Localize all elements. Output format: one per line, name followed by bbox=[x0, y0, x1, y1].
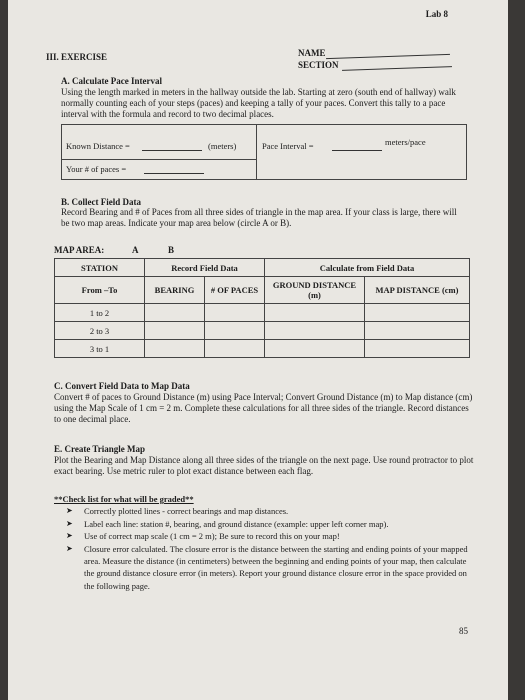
list-item: ➤ Label each line: station #, bearing, and ground distance (example: upper left corner map). bbox=[66, 518, 389, 529]
table-row bbox=[55, 340, 470, 358]
map-area-option-a[interactable]: A bbox=[132, 245, 139, 255]
meters-unit: (meters) bbox=[208, 141, 237, 151]
pace-interval-label: Pace Interval = bbox=[262, 141, 314, 151]
table-row bbox=[55, 322, 470, 340]
paces-cell[interactable] bbox=[205, 322, 265, 340]
worksheet-page bbox=[8, 0, 508, 700]
arrow-bullet-icon: ➤ bbox=[66, 518, 73, 528]
section-a-body: Using the length marked in meters in the hallway outside the lab. Starting at zero (south end of hallway) walk normally counting each of your steps (paces) and keeping a tally of your paces. Convert this tally to a pace interval with the formula and record to two decimal places. bbox=[61, 87, 456, 119]
section-label: SECTION bbox=[298, 60, 339, 70]
pace-interval-blank[interactable] bbox=[332, 150, 382, 151]
name-label: NAME bbox=[298, 48, 326, 58]
bearing-header: BEARING bbox=[145, 277, 205, 304]
from-to-header: From –To bbox=[55, 277, 145, 304]
section-b-title: B. Collect Field Data bbox=[61, 197, 141, 207]
arrow-bullet-icon: ➤ bbox=[66, 506, 73, 516]
map-distance-cell[interactable] bbox=[365, 304, 470, 322]
ground-distance-header: GROUND DISTANCE (m) bbox=[265, 277, 365, 304]
record-header: Record Field Data bbox=[145, 259, 265, 277]
bearing-cell[interactable] bbox=[145, 322, 205, 340]
map-distance-cell[interactable] bbox=[365, 340, 470, 358]
paces-cell[interactable] bbox=[205, 340, 265, 358]
section-c-title: C. Convert Field Data to Map Data bbox=[54, 381, 190, 391]
paces-label: Your # of paces = bbox=[66, 164, 127, 174]
list-item: ➤ Closure error calculated. The closure error is the distance between the starting and ending points of your mapped area. Measure the distance (in centimeters) between the beginning and ending points of your map, then calculate the ground distance closure error (in meters). Report your ground distance closure error in the space provided on the following page. bbox=[66, 543, 468, 591]
pace-interval-box bbox=[61, 124, 467, 180]
map-distance-cell[interactable] bbox=[365, 322, 470, 340]
grading-checklist bbox=[54, 493, 474, 592]
station-cell: 1 to 2 bbox=[55, 304, 145, 322]
bearing-cell[interactable] bbox=[145, 340, 205, 358]
paces-blank[interactable] bbox=[144, 173, 204, 174]
exercise-heading: III. EXERCISE bbox=[46, 52, 108, 62]
ground-distance-cell[interactable] bbox=[265, 322, 365, 340]
map-area-option-b[interactable]: B bbox=[168, 245, 175, 255]
lab-number: Lab 8 bbox=[425, 9, 448, 19]
box-divider bbox=[256, 125, 257, 179]
arrow-bullet-icon: ➤ bbox=[66, 531, 73, 541]
section-b-body: Record Bearing and # of Paces from all three sides of triangle in the map area. If your class is large, there will be two map areas. Indicate your map area below (circle A or B). bbox=[61, 207, 457, 228]
calculate-header: Calculate from Field Data bbox=[265, 259, 470, 277]
station-cell: 2 to 3 bbox=[55, 322, 145, 340]
station-header: STATION bbox=[55, 259, 145, 277]
map-distance-header: MAP DISTANCE (cm) bbox=[365, 277, 470, 304]
table-row bbox=[55, 304, 470, 322]
paces-header: # OF PACES bbox=[205, 277, 265, 304]
section-e-body: Plot the Bearing and Map Distance along all three sides of the triangle on the next page. Use round protractor to plot exact bearing. Use metric ruler to plot exact distance between each flag. bbox=[54, 455, 474, 476]
page-number: 85 bbox=[459, 626, 468, 636]
section-line[interactable] bbox=[342, 66, 452, 71]
name-line[interactable] bbox=[326, 54, 450, 59]
meters-per-pace: meters/pace bbox=[385, 137, 426, 147]
list-item: ➤ Correctly plotted lines - correct bearings and map distances. bbox=[66, 506, 289, 517]
section-e-title: E. Create Triangle Map bbox=[54, 444, 145, 454]
paces-cell[interactable] bbox=[205, 304, 265, 322]
list-item: ➤ Use of correct map scale (1 cm = 2 m); Be sure to record this on your map! bbox=[66, 531, 340, 542]
known-distance-label: Known Distance = bbox=[66, 141, 130, 151]
bearing-cell[interactable] bbox=[145, 304, 205, 322]
arrow-bullet-icon: ➤ bbox=[66, 543, 73, 553]
box-hline bbox=[62, 159, 256, 160]
checklist-title: **Check list for what will be graded** bbox=[54, 494, 194, 504]
field-data-table bbox=[54, 258, 470, 358]
ground-distance-cell[interactable] bbox=[265, 304, 365, 322]
section-a-title: A. Calculate Pace Interval bbox=[61, 76, 162, 86]
section-c-body: Convert # of paces to Ground Distance (m) using Pace Interval; Convert Ground Distance (m) to Map distance (cm) using the Map Scale of 1 cm = 2 m. Complete these calculations for all three sides of the triangle. Record distances to one decimal place. bbox=[54, 392, 473, 424]
known-distance-blank[interactable] bbox=[142, 150, 202, 151]
station-cell: 3 to 1 bbox=[55, 340, 145, 358]
ground-distance-cell[interactable] bbox=[265, 340, 365, 358]
map-area-label: MAP AREA: bbox=[54, 245, 105, 255]
